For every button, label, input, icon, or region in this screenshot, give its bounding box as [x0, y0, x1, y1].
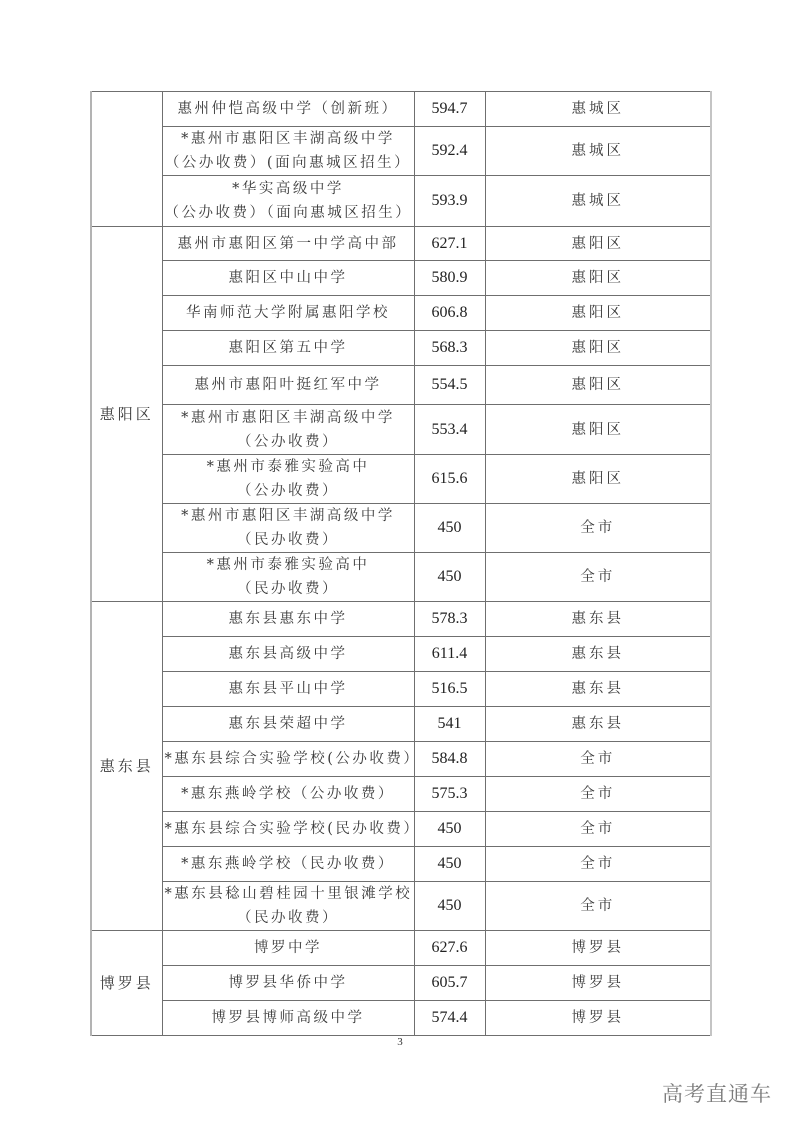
table-row	[91, 966, 711, 1001]
enrollment-area-cell: 全市	[485, 553, 711, 602]
min-score-cell: 580.9	[414, 261, 485, 296]
min-score-cell: 574.4	[414, 1001, 485, 1036]
school-name-cell	[162, 261, 414, 296]
table-row	[91, 127, 711, 176]
school-name-cell	[162, 742, 421, 777]
table-row	[91, 227, 711, 261]
table-row	[91, 637, 711, 672]
table-row	[91, 931, 711, 966]
min-score-cell: 594.7	[414, 92, 485, 127]
school-name-line: 惠东县平山中学	[228, 681, 348, 697]
min-score-cell: 627.1	[414, 227, 485, 261]
school-name-line: （民办收费）	[237, 910, 339, 926]
min-score-cell: 578.3	[414, 602, 485, 637]
admission-score-table	[90, 91, 712, 1036]
school-name-line: （民办收费）	[237, 532, 339, 548]
school-name-line: *惠东县综合实验学校(公办收费）	[164, 751, 421, 767]
enrollment-area-cell: 惠东县	[485, 707, 711, 742]
school-name-line: *惠州市泰雅实验高中	[206, 459, 370, 475]
school-name-line: 惠东县惠东中学	[228, 611, 348, 627]
school-name-line: *惠州市惠阳区丰湖高级中学	[181, 131, 395, 147]
table-body	[91, 92, 711, 1036]
min-score-cell: 627.6	[414, 931, 485, 966]
min-score-cell: 450	[414, 847, 485, 882]
school-name-line: 惠东县荣超中学	[228, 716, 348, 732]
school-name-cell	[162, 707, 414, 742]
school-name-line: *惠东燕岭学校（民办收费）	[181, 856, 395, 872]
min-score-cell: 450	[414, 553, 485, 602]
table-row	[91, 296, 711, 331]
school-name-line: （公办收费）	[237, 433, 339, 450]
school-name-cell	[162, 366, 414, 405]
school-name-line: 惠东县高级中学	[228, 646, 348, 662]
school-name-line: （公办收费）	[237, 483, 339, 499]
school-name-cell	[162, 405, 414, 455]
school-name-cell	[162, 127, 414, 176]
school-name-cell	[162, 331, 414, 366]
min-score-cell: 575.3	[414, 777, 485, 812]
school-name-cell	[162, 504, 414, 553]
school-name-line: 博罗县博师高级中学	[211, 1010, 365, 1026]
min-score-cell: 592.4	[414, 127, 485, 176]
watermark-logo-text: 高考直通车	[662, 1082, 772, 1106]
min-score-cell: 553.4	[414, 405, 485, 455]
enrollment-area-cell: 惠阳区	[485, 405, 711, 455]
enrollment-area-cell: 全市	[485, 882, 711, 931]
school-name-cell	[162, 92, 414, 127]
enrollment-area-cell: 惠阳区	[485, 455, 711, 504]
school-name-line: 博罗县华侨中学	[228, 975, 348, 991]
table-row	[91, 553, 711, 602]
min-score-cell: 606.8	[414, 296, 485, 331]
table-row	[91, 176, 711, 227]
school-name-cell	[162, 455, 414, 504]
table-row	[91, 777, 711, 812]
school-name-cell	[162, 176, 414, 227]
min-score-cell: 605.7	[414, 966, 485, 1001]
table-row	[91, 742, 711, 777]
school-name-cell	[162, 966, 414, 1001]
region-cell	[91, 92, 162, 227]
min-score-cell: 554.5	[414, 366, 485, 405]
enrollment-area-cell: 博罗县	[485, 966, 711, 1001]
school-name-line: 惠州市惠阳叶挺红军中学	[194, 377, 382, 393]
enrollment-area-cell: 惠阳区	[485, 331, 711, 366]
school-name-line: *惠东县稔山碧桂园十里银滩学校	[164, 886, 413, 902]
school-name-cell	[162, 602, 414, 637]
table-row	[91, 331, 711, 366]
table-row	[91, 92, 711, 127]
enrollment-area-cell: 惠城区	[485, 92, 711, 127]
region-cell: 博罗县	[91, 931, 162, 1036]
enrollment-area-cell: 惠阳区	[485, 366, 711, 405]
table-row	[91, 707, 711, 742]
school-name-line: 惠阳区第五中学	[228, 340, 348, 356]
school-name-cell	[162, 227, 414, 261]
school-name-line: 博罗中学	[254, 940, 322, 956]
min-score-cell: 450	[414, 882, 485, 931]
school-name-line: （公办收费）（面向惠城区招生）	[164, 205, 413, 221]
school-name-line: 惠州仲恺高级中学（创新班）	[177, 101, 399, 117]
min-score-cell: 516.5	[414, 672, 485, 707]
enrollment-area-cell: 惠东县	[485, 602, 711, 637]
school-name-cell	[162, 931, 414, 966]
school-name-cell	[162, 882, 414, 931]
enrollment-area-cell: 全市	[485, 504, 711, 553]
school-name-line: *华实高级中学	[232, 181, 344, 197]
table-row	[91, 672, 711, 707]
table-row	[91, 455, 711, 504]
table-row	[91, 366, 711, 405]
table-row	[91, 1001, 711, 1036]
table-row	[91, 882, 711, 931]
table-row	[91, 261, 711, 296]
table-row	[91, 812, 711, 847]
enrollment-area-cell: 惠阳区	[485, 261, 711, 296]
school-name-line: *惠州市惠阳区丰湖高级中学	[181, 508, 395, 524]
school-name-cell	[162, 637, 414, 672]
enrollment-area-cell: 博罗县	[485, 1001, 711, 1036]
table-row	[91, 504, 711, 553]
enrollment-area-cell: 全市	[485, 812, 711, 847]
min-score-cell: 450	[414, 812, 485, 847]
school-name-cell	[162, 847, 414, 882]
school-name-line: *惠东燕岭学校（公办收费）	[181, 786, 395, 802]
min-score-cell: 593.9	[414, 176, 485, 227]
school-name-line: （公办收费）(面向惠城区招生）	[164, 155, 412, 171]
min-score-cell: 611.4	[414, 637, 485, 672]
enrollment-area-cell: 惠城区	[485, 127, 711, 176]
table-row	[91, 405, 711, 455]
enrollment-area-cell: 全市	[485, 777, 711, 812]
min-score-cell: 568.3	[414, 331, 485, 366]
school-name-line: 惠阳区中山中学	[228, 270, 348, 286]
school-name-cell	[162, 672, 414, 707]
school-name-cell	[162, 812, 421, 847]
region-cell: 惠东县	[91, 602, 162, 931]
min-score-cell: 615.6	[414, 455, 485, 504]
school-name-line: *惠州市惠阳区丰湖高级中学	[181, 409, 395, 426]
enrollment-area-cell: 惠东县	[485, 672, 711, 707]
min-score-cell: 584.8	[414, 742, 485, 777]
school-name-line: 惠州市惠阳区第一中学高中部	[177, 235, 399, 252]
enrollment-area-cell: 全市	[485, 847, 711, 882]
school-name-cell	[162, 1001, 414, 1036]
table-row	[91, 602, 711, 637]
min-score-cell: 541	[414, 707, 485, 742]
school-name-line: *惠州市泰雅实验高中	[206, 557, 370, 573]
region-cell: 惠阳区	[91, 227, 162, 602]
school-name-line: 华南师范大学附属惠阳学校	[186, 305, 390, 321]
table-row	[91, 847, 711, 882]
school-name-cell	[162, 296, 414, 331]
page-number: 3	[397, 1036, 403, 1048]
school-name-line: （民办收费）	[237, 581, 339, 597]
enrollment-area-cell: 惠阳区	[485, 296, 711, 331]
enrollment-area-cell: 博罗县	[485, 931, 711, 966]
school-name-cell	[162, 777, 414, 812]
school-name-line: *惠东县综合实验学校(民办收费）	[164, 821, 421, 837]
min-score-cell: 450	[414, 504, 485, 553]
enrollment-area-cell: 惠东县	[485, 637, 711, 672]
enrollment-area-cell: 全市	[485, 742, 711, 777]
enrollment-area-cell: 惠城区	[485, 176, 711, 227]
enrollment-area-cell: 惠阳区	[485, 227, 711, 261]
school-name-cell	[162, 553, 414, 602]
